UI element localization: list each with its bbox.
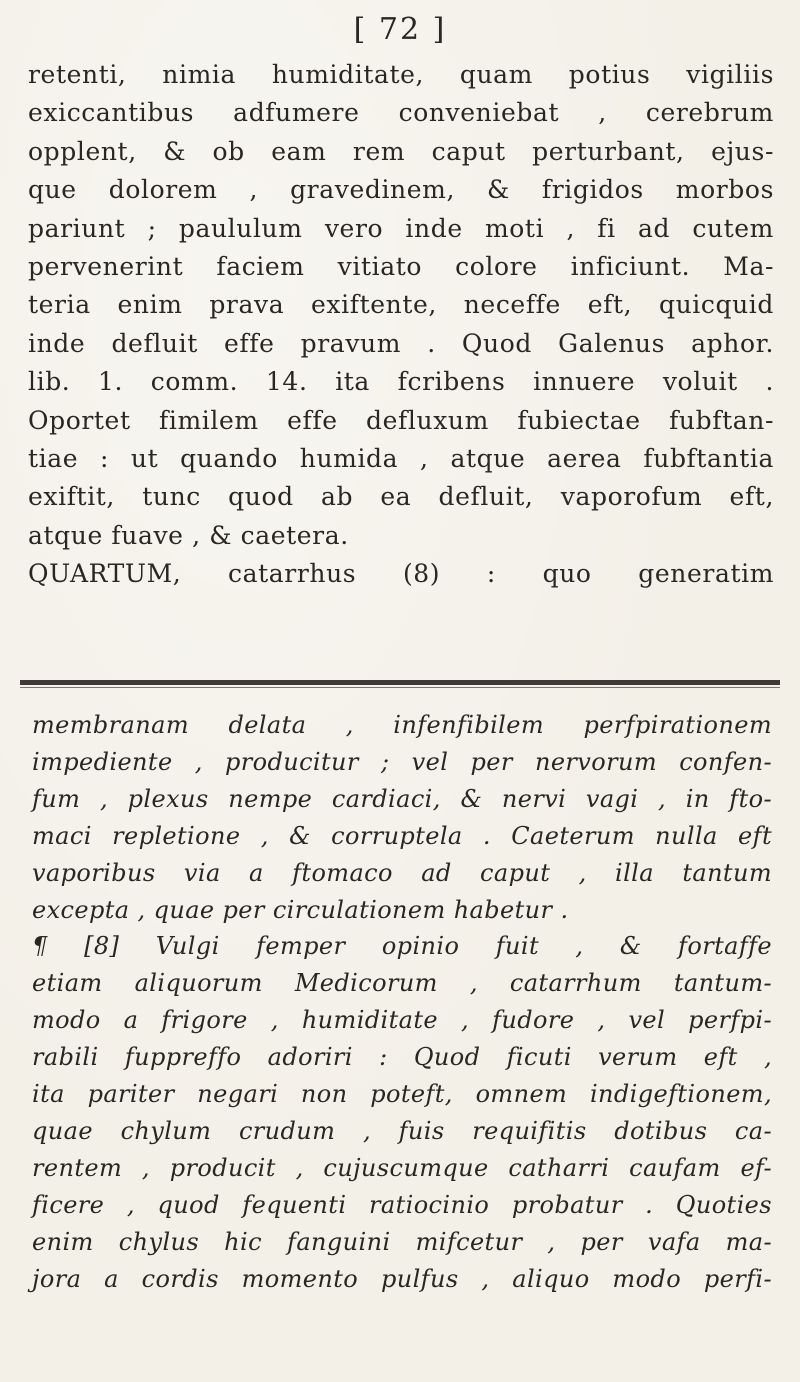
- footnote-block: [32, 707, 772, 1298]
- footnote-line: fum , plexus nempe cardiaci, & nervi vagi , in fto-: [32, 784, 772, 813]
- footnote-line: vaporibus via a ftomaco ad caput , illa tantum: [32, 858, 772, 887]
- main-text-line: pariunt ; paululum vero inde moti , fi ad cutem: [28, 213, 774, 243]
- footnote-line: rentem , producit , cujuscumque catharri caufam ef-: [32, 1153, 772, 1182]
- main-text-line: exiccantibus adfumere conveniebat , cerebrum: [28, 98, 774, 128]
- footnote-line: membranam delata , infenfibilem perfpirationem: [32, 711, 772, 739]
- main-text-line: inde defluit effe pravum . Quod Galenus aphor.: [28, 328, 774, 358]
- main-text-line: Oportet fimilem effe defluxum fubiectae fubftan-: [28, 405, 774, 435]
- main-text-line: que dolorem , gravedinem, & frigidos morbos: [28, 175, 774, 205]
- main-text-line: lib. 1. comm. 14. ita fcribens innuere voluit .: [28, 367, 774, 397]
- footnote-line: enim chylus hic fanguini mifcetur , per vafa ma-: [32, 1227, 772, 1256]
- footnote-line: ficere , quod fequenti ratiocinio probatur . Quoties: [32, 1190, 772, 1219]
- main-text-line: QUARTUM, catarrhus (8) : quo generatim: [28, 559, 774, 589]
- footnote-line: excepta , quae per circulationem habetur .: [32, 895, 569, 924]
- main-text-line: tiae : ut quando humida , atque aerea fubftantia: [28, 444, 774, 474]
- footnote-line: quae chylum crudum , fuis requifitis dotibus ca-: [32, 1116, 772, 1145]
- main-text-line: teria enim prava exiftente, neceffe eft, quicquid: [28, 290, 774, 320]
- main-text-block: [28, 56, 774, 594]
- main-text-line: pervenerint faciem vitiato colore inficiunt. Ma-: [28, 252, 774, 282]
- main-text-line: atque fuave , & caetera.: [28, 520, 349, 550]
- footnote-line: ¶ [8] Vulgi femper opinio fuit , & fortaffe: [32, 932, 772, 961]
- footnote-line: rabili fuppreffo adoriri : Quod ficuti verum eft ,: [32, 1043, 772, 1072]
- footnote-divider: [20, 680, 780, 685]
- footnote-line: modo a frigore , humiditate , fudore , vel perfpi-: [32, 1006, 772, 1035]
- footnote-line: jora a cordis momento pulfus , aliquo modo perfi-: [32, 1264, 772, 1293]
- main-text-line: exiftit, tunc quod ab ea defluit, vaporofum eft,: [28, 482, 774, 512]
- footnote-line: impediente , producitur ; vel per nervorum confen-: [32, 747, 772, 776]
- footnote-line: etiam aliquorum Medicorum , catarrhum tantum-: [32, 969, 772, 998]
- page-number: [ 72 ]: [353, 12, 447, 47]
- footnote-line: maci repletione , & corruptela . Caeterum nulla eft: [32, 821, 772, 850]
- main-text-line: opplent, & ob eam rem caput perturbant, ejus-: [28, 136, 774, 166]
- main-text-line: retenti, nimia humiditate, quam potius vigiliis: [28, 60, 774, 89]
- footnote-line: ita pariter negari non poteft, omnem indigeftionem,: [32, 1080, 772, 1109]
